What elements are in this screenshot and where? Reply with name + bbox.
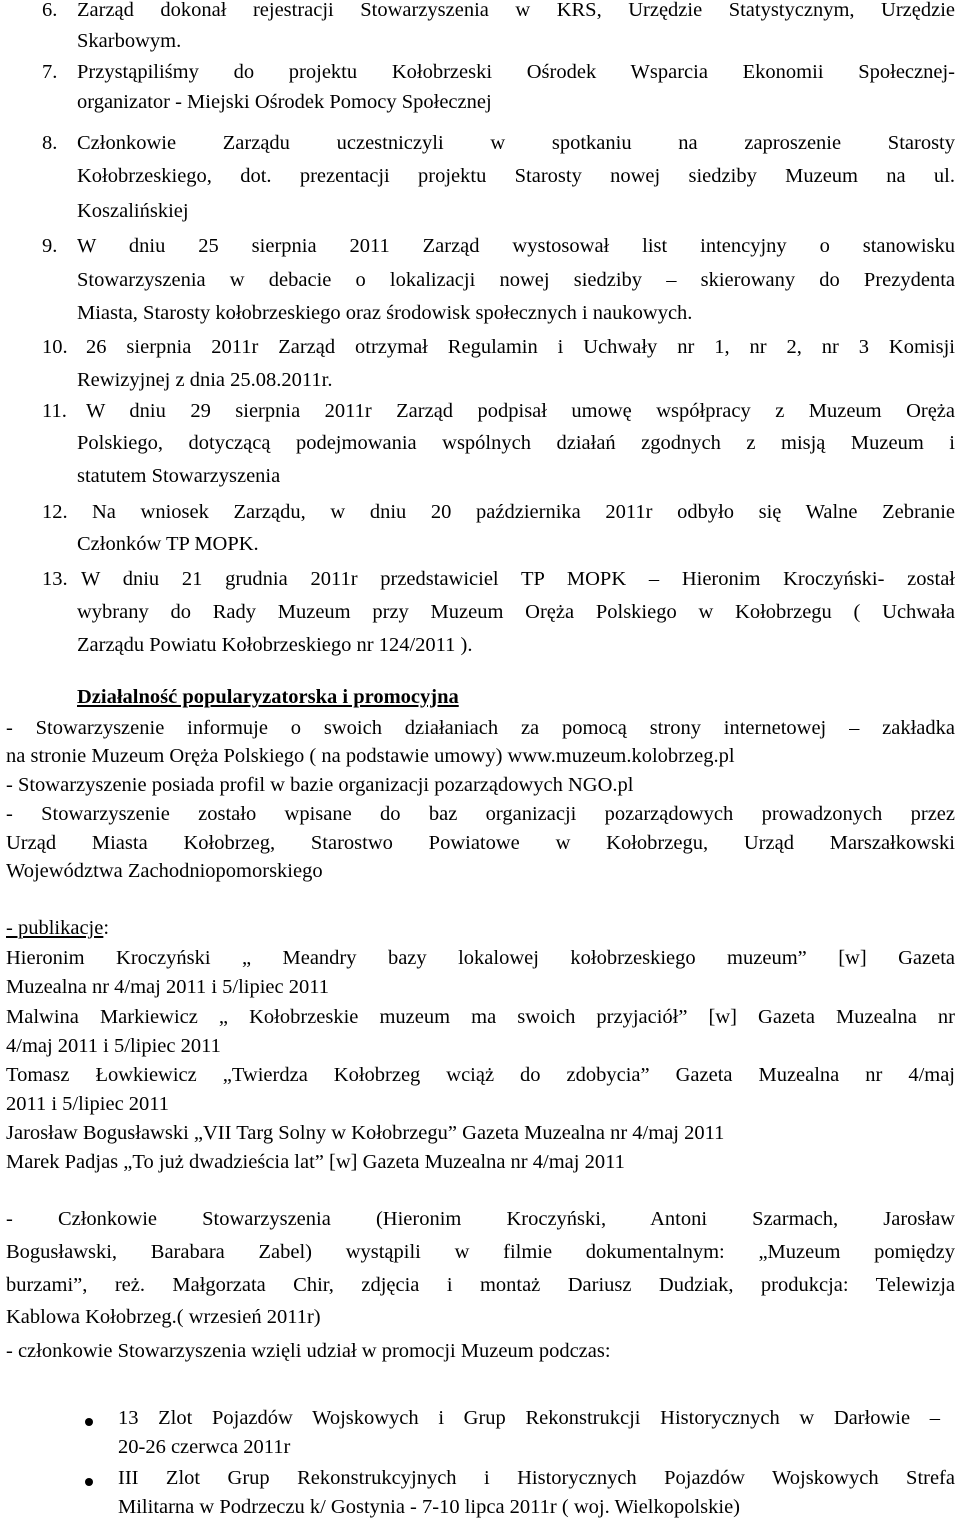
item-text-line: Zarządu Powiatu Kołobrzeskiego nr 124/2011 ). bbox=[77, 634, 473, 656]
publication-line: Jarosław Bogusławski „VII Targ Solny w Kołobrzegu” Gazeta Muzealna nr 4/maj 2011 bbox=[6, 1122, 725, 1144]
item-number: 8. bbox=[42, 132, 58, 154]
item-number: 11. bbox=[42, 400, 67, 422]
film-line: Kablowa Kołobrzeg.( wrzesień 2011r) bbox=[6, 1306, 321, 1328]
section-line: na stronie Muzeum Oręża Polskiego ( na podstawie umowy) www.muzeum.kolobrzeg.pl bbox=[6, 745, 735, 767]
publications-colon: : bbox=[103, 917, 110, 939]
film-line: burzami”, reż. Małgorzata Chir, zdjęcia i montaż Dariusz Dudziak, produkcja: Telewizja bbox=[6, 1274, 955, 1296]
publication-line: 2011 i 5/lipiec 2011 bbox=[6, 1093, 170, 1115]
section-line: - Stowarzyszenie posiada profil w bazie organizacji pozarządowych NGO.pl bbox=[6, 774, 634, 796]
publications-label-wrap bbox=[6, 914, 955, 943]
item-text-line: statutem Stowarzyszenia bbox=[77, 465, 281, 487]
item-number: 13. bbox=[42, 568, 68, 590]
item-text-line: Rewizyjnej z dnia 25.08.2011r. bbox=[77, 369, 333, 391]
item-text-line: 26 sierpnia 2011r Zarząd otrzymał Regulamin i Uchwały nr 1, nr 2, nr 3 Komisji bbox=[86, 336, 955, 358]
item-number: 10. bbox=[42, 336, 68, 358]
section-line: - Stowarzyszenie zostało wpisane do baz organizacji pozarządowych prowadzonych przez bbox=[6, 803, 955, 825]
publication-line: 4/maj 2011 i 5/lipiec 2011 bbox=[6, 1035, 221, 1057]
item-number: 12. bbox=[42, 501, 68, 523]
film-line: - członkowie Stowarzyszenia wzięli udział w promocji Muzeum podczas: bbox=[6, 1340, 611, 1362]
bullet-dot-icon bbox=[85, 1418, 93, 1426]
item-number: 6. bbox=[42, 0, 58, 21]
bullet-text-line: 13 Zlot Pojazdów Wojskowych i Grup Rekonstrukcji Historycznych w Darłowie – bbox=[118, 1407, 940, 1429]
publication-line: Malwina Markiewicz „ Kołobrzeskie muzeum ma swoich przyjaciół” [w] Gazeta Muzealna nr bbox=[6, 1006, 955, 1028]
item-text-line: Przystąpiliśmy do projektu Kołobrzeski Ośrodek Wsparcia Ekonomii Społecznej- bbox=[77, 61, 955, 83]
film-line: - Członkowie Stowarzyszenia (Hieronim Kroczyński, Antoni Szarmach, Jarosław bbox=[6, 1208, 955, 1230]
item-text-line: W dniu 21 grudnia 2011r przedstawiciel TP MOPK – Hieronim Kroczyński- został bbox=[81, 568, 955, 590]
publications-label: - publikacje bbox=[6, 917, 104, 939]
item-text-line: wybrany do Rady Muzeum przy Muzeum Oręża Polskiego w Kołobrzegu ( Uchwała bbox=[77, 601, 955, 623]
item-text-line: Na wniosek Zarządu, w dniu 20 października 2011r odbyło się Walne Zebranie bbox=[92, 501, 955, 523]
bullet-text-line: 20-26 czerwca 2011r bbox=[118, 1436, 291, 1458]
section-line: Województwa Zachodniopomorskiego bbox=[6, 860, 323, 882]
item-text-line: Skarbowym. bbox=[77, 30, 182, 52]
section-line: Urząd Miasta Kołobrzeg, Starostwo Powiatowe w Kołobrzegu, Urząd Marszałkowski bbox=[6, 832, 955, 854]
section-line: - Stowarzyszenie informuje o swoich działaniach za pomocą strony internetowej – zakładka bbox=[6, 717, 955, 739]
section-heading: Działalność popularyzatorska i promocyjna bbox=[77, 686, 459, 708]
item-text-line: Miasta, Starosty kołobrzeskiego oraz środowisk społecznych i naukowych. bbox=[77, 302, 693, 324]
publication-line: Hieronim Kroczyński „ Meandry bazy lokalowej kołobrzeskiego muzeum” [w] Gazeta bbox=[6, 947, 955, 969]
item-text-line: Zarząd dokonał rejestracji Stowarzyszenia w KRS, Urzędzie Statystycznym, Urzędzie bbox=[77, 0, 955, 21]
item-text-line: Polskiego, dotyczącą podejmowania wspólnych działań zgodnych z misją Muzeum i bbox=[77, 432, 955, 454]
item-number: 9. bbox=[42, 235, 58, 257]
bullet-text-line: Militarna w Podrzeczu k/ Gostynia - 7-10 lipca 2011r ( woj. Wielkopolskie) bbox=[118, 1496, 741, 1518]
item-text-line: W dniu 29 sierpnia 2011r Zarząd podpisał umowę współpracy z Muzeum Oręża bbox=[86, 400, 955, 422]
item-text-line: Członków TP MOPK. bbox=[77, 533, 259, 555]
item-text-line: W dniu 25 sierpnia 2011 Zarząd wystosował list intencyjny o stanowisku bbox=[77, 235, 955, 257]
item-text-line: organizator - Miejski Ośrodek Pomocy Społecznej bbox=[77, 91, 492, 113]
item-text-line: Koszalińskiej bbox=[77, 200, 189, 222]
bullet-dot-icon bbox=[85, 1478, 93, 1486]
bullet-text-line: III Zlot Grup Rekonstrukcyjnych i Historycznych Pojazdów Wojskowych Strefa bbox=[118, 1467, 955, 1489]
item-number: 7. bbox=[42, 61, 58, 83]
publication-line: Marek Padjas „To już dwadzieścia lat” [w] Gazeta Muzealna nr 4/maj 2011 bbox=[6, 1151, 625, 1173]
publication-line: Muzealna nr 4/maj 2011 i 5/lipiec 2011 bbox=[6, 976, 329, 998]
item-text-line: Stowarzyszenia w debacie o lokalizacji nowej siedziby – skierowany do Prezydenta bbox=[77, 269, 955, 291]
item-text-line: Kołobrzeskiego, dot. prezentacji projektu Starosty nowej siedziby Muzeum na ul. bbox=[77, 165, 955, 187]
film-line: Bogusławski, Barabara Zabel) wystąpili w filmie dokumentalnym: „Muzeum pomiędzy bbox=[6, 1241, 955, 1263]
item-text-line: Członkowie Zarządu uczestniczyli w spotkaniu na zaproszenie Starosty bbox=[77, 132, 955, 154]
publication-line: Tomasz Łowkiewicz „Twierdza Kołobrzeg wciąż do zdobycia” Gazeta Muzealna nr 4/maj bbox=[6, 1064, 955, 1086]
